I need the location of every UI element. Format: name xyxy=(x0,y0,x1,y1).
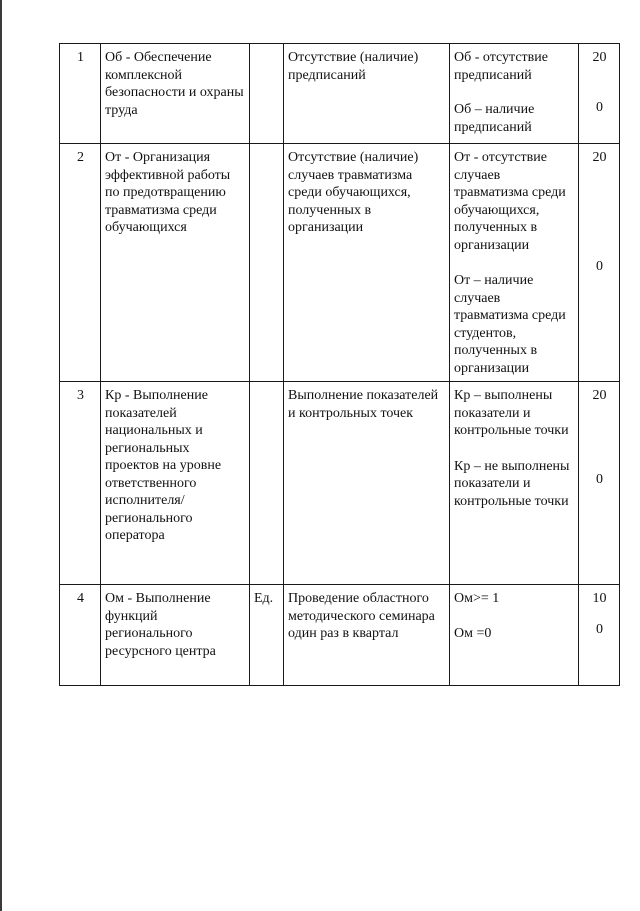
score-negative: 0 xyxy=(596,621,603,637)
condition-positive: От - отсутствие случаев травматизма среди обучающихся, полученных в организации xyxy=(454,150,566,253)
table-row xyxy=(60,144,620,382)
row-number-cell xyxy=(60,585,101,686)
score-positive: 20 xyxy=(592,388,607,403)
conditions-cell xyxy=(450,144,579,382)
condition-positive: Об - отсутствие предписаний xyxy=(454,50,548,83)
indicator-text: Кр - Выполнение показателей национальных и региональных проектов на уровне ответственного исполнителя/регионального оператора xyxy=(105,388,222,543)
row-number-cell xyxy=(60,44,101,144)
criterion-cell xyxy=(284,44,450,144)
conditions-cell xyxy=(450,585,579,686)
row-number-cell xyxy=(60,144,101,382)
criterion-cell xyxy=(284,585,450,686)
score-cell xyxy=(579,44,620,144)
score-negative: 0 xyxy=(596,471,603,487)
criterion-text: Выполнение показателей и контрольных точек xyxy=(288,388,439,421)
condition-negative: Кр – не выполнены показатели и контрольные точки xyxy=(454,458,570,509)
criterion-cell xyxy=(284,144,450,382)
indicator-cell xyxy=(101,585,250,686)
table-row xyxy=(60,382,620,585)
conditions-cell xyxy=(450,382,579,585)
criteria-table xyxy=(59,43,620,686)
indicator-cell xyxy=(101,382,250,585)
score-positive: 10 xyxy=(592,591,607,606)
score-positive: 20 xyxy=(592,50,607,65)
condition-negative: Об – наличие предписаний xyxy=(454,102,535,135)
table-row xyxy=(60,44,620,144)
conditions-cell xyxy=(450,44,579,144)
unit-text: Ед. xyxy=(254,591,274,606)
scan-left-edge xyxy=(0,0,2,911)
indicator-cell xyxy=(101,144,250,382)
unit-cell xyxy=(250,382,284,585)
row-number: 1 xyxy=(77,50,84,65)
score-positive: 20 xyxy=(592,150,607,165)
criterion-text: Отсутствие (наличие) случаев травматизма среди обучающихся, полученных в организации xyxy=(288,150,419,235)
indicator-text: Об - Обеспечение комплексной безопасности и охраны труда xyxy=(105,50,244,118)
table-row xyxy=(60,585,620,686)
indicator-cell xyxy=(101,44,250,144)
condition-negative: Ом =0 xyxy=(454,625,492,641)
row-number: 3 xyxy=(77,388,84,403)
criterion-cell xyxy=(284,382,450,585)
unit-cell xyxy=(250,44,284,144)
criterion-text: Отсутствие (наличие) предписаний xyxy=(288,50,419,83)
row-number-cell xyxy=(60,382,101,585)
score-cell xyxy=(579,144,620,382)
score-cell xyxy=(579,382,620,585)
row-number: 2 xyxy=(77,150,84,165)
condition-positive: Ом>= 1 xyxy=(454,591,500,606)
condition-positive: Кр – выполнены показатели и контрольные точки xyxy=(454,388,569,438)
unit-cell xyxy=(250,585,284,686)
indicator-text: Ом - Выполнение функций регионального ресурсного центра xyxy=(105,591,216,659)
score-negative: 0 xyxy=(596,258,603,274)
indicator-text: От - Организация эффективной работы по предотвращению травматизма среди обучающихся xyxy=(105,150,231,235)
score-cell xyxy=(579,585,620,686)
score-negative: 0 xyxy=(596,99,603,115)
condition-negative: От – наличие случаев травматизма среди студентов, полученных в организации xyxy=(454,273,566,376)
unit-cell xyxy=(250,144,284,382)
criterion-text: Проведение областного методического семинара один раз в квартал xyxy=(288,591,435,641)
row-number: 4 xyxy=(77,591,84,606)
